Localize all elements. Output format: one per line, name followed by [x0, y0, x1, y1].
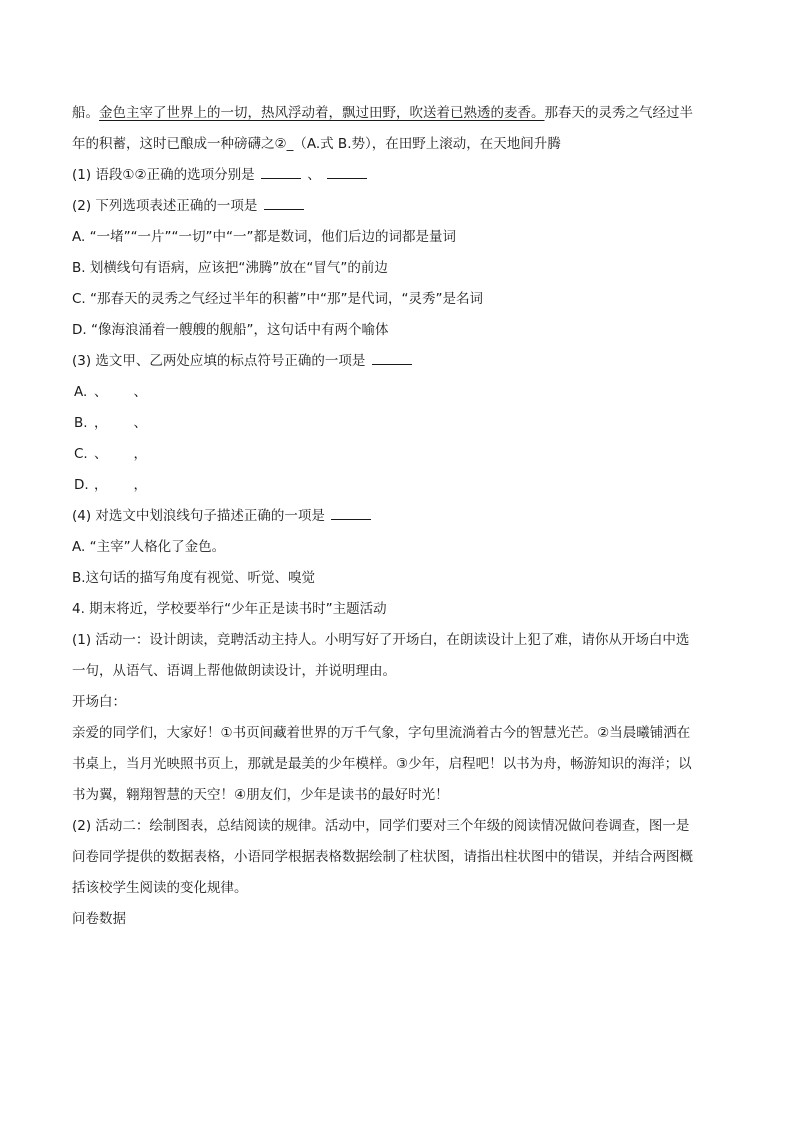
option-mark: ， [133, 477, 147, 493]
underlined-sentence: 金色主宰了世界上的一切，热风浮动着，飘过田野，吹送着已熟透的麦香。 [99, 105, 545, 121]
option-mark: ， [94, 415, 108, 431]
question-3-label: (3) 选文甲、乙两处应填的标点符号正确的一项是 [72, 353, 366, 369]
option-letter: B. [74, 415, 88, 431]
question-1-separator: 、 [307, 167, 321, 183]
question-3-option [72, 470, 722, 501]
option-mark: ， [94, 477, 108, 493]
question-4-label: (4) 对选文中划浪线句子描述正确的一项是 [72, 508, 325, 524]
document-page [72, 98, 722, 935]
answer-blank[interactable] [331, 505, 371, 520]
question-3 [72, 346, 722, 377]
answer-blank[interactable] [372, 350, 412, 365]
activity-2-text: 括该校学生阅读的变化规律。 [72, 880, 248, 896]
option-mark: 、 [94, 446, 108, 462]
passage-line-2: 年的积蓄，这时已酿成一种磅礴之②_（A.式 B.势），在田野上滚动，在天地间升腾 [72, 136, 561, 152]
option-letter: C. [74, 446, 88, 462]
question-2-label: (2) 下列选项表述正确的一项是 [72, 198, 258, 214]
passage-fragment: 那春天的灵秀之气经过半 [544, 105, 693, 121]
option-letter: A. [74, 384, 88, 400]
option-letter: D. [74, 477, 89, 493]
option-mark: 、 [133, 384, 147, 400]
question-2-option: C. “那春天的灵秀之气经过半年的积蓄”中“那”是代词，“灵秀”是名词 [72, 291, 483, 307]
activity-1-text: (1) 活动一：设计朗读，竞聘活动主持人。小明写好了开场白，在朗读设计上犯了难，请你从开场白中选 [72, 632, 690, 648]
option-mark: 、 [133, 415, 147, 431]
survey-data-label: 问卷数据 [72, 911, 126, 927]
question-1 [72, 160, 722, 191]
option-mark: 、 [94, 384, 108, 400]
answer-blank[interactable] [261, 164, 301, 179]
opening-text: 书为翼，翱翔智慧的天空！④朋友们，少年是读书的最好时光！ [72, 787, 449, 803]
section-4-title: 4. 期末将近，学校要举行“少年正是读书时”主题活动 [72, 601, 387, 617]
question-3-option [72, 439, 722, 470]
question-4 [72, 501, 722, 532]
question-2-option: A. “一堵”“一片”“一切”中“一”都是数词，他们后边的词都是量词 [72, 229, 457, 245]
option-mark: ， [133, 446, 147, 462]
question-4-option: A. “主宰”人格化了金色。 [72, 539, 226, 555]
question-2-option: B. 划横线句有语病，应该把“沸腾”放在“冒气”的前边 [72, 260, 388, 276]
question-4-option: B.这句话的描写角度有视觉、听觉、嗅觉 [72, 570, 316, 586]
answer-blank[interactable] [264, 195, 304, 210]
question-3-option [72, 377, 722, 408]
passage-line-1 [72, 98, 722, 129]
passage-fragment: 船。 [72, 105, 99, 121]
activity-2-text: (2) 活动二：绘制图表，总结阅读的规律。活动中，同学们要对三个年级的阅读情况做问卷调查，图一是 [72, 818, 690, 834]
answer-blank[interactable] [327, 164, 367, 179]
question-3-option [72, 408, 722, 439]
question-2-option: D. “像海浪涌着一艘艘的舰船”，这句话中有两个喻体 [72, 322, 389, 338]
opening-label: 开场白： [72, 694, 126, 710]
question-2 [72, 191, 722, 222]
opening-text: 亲爱的同学们，大家好！①书页间藏着世界的万千气象，字句里流淌着古今的智慧光芒。②当晨曦铺洒在 [72, 725, 691, 741]
activity-2-text: 问卷同学提供的数据表格，小语同学根据表格数据绘制了柱状图，请指出柱状图中的错误，并结合两图概 [72, 849, 693, 865]
opening-text: 书桌上，当月光映照书页上，那就是最美的少年模样。③少年，启程吧！以书为舟，畅游知识的海洋；以 [72, 756, 692, 772]
question-1-label: (1) 语段①②正确的选项分别是 [72, 167, 255, 183]
activity-1-text: 一句，从语气、语调上帮他做朗读设计，并说明理由。 [72, 663, 396, 679]
